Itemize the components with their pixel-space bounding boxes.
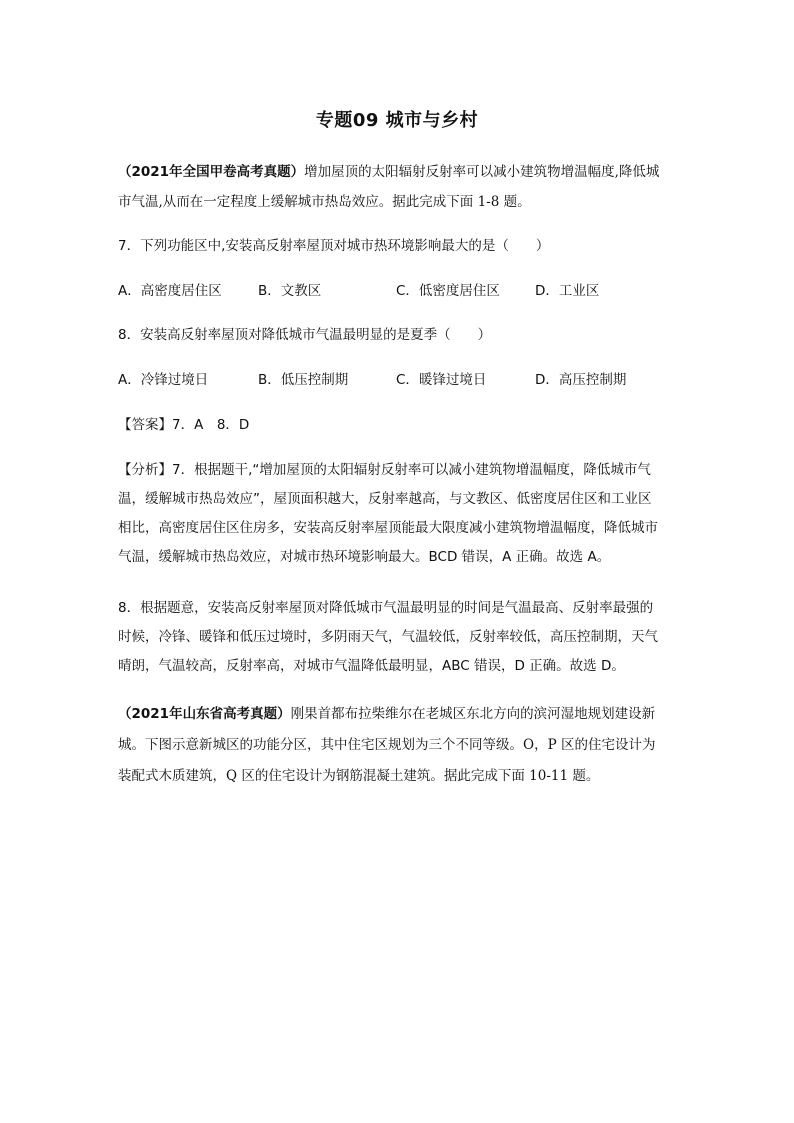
option-c: C．暖锋过境日 (396, 372, 487, 388)
question-stem: 7．下列功能区中,安装高反射率屋顶对城市热环境影响最大的是（ ） (118, 238, 550, 254)
analysis-line: 晴朗，气温较高，反射率高，对城市气温降低最明显，ABC 错误，D 正确。故选 D。 (118, 658, 625, 674)
page-title: 专题09 城市与乡村 (315, 110, 479, 131)
analysis-7 (118, 458, 678, 578)
analysis-8 (118, 596, 678, 686)
source-tag: （2021年山东省高考真题） (118, 706, 291, 722)
intro-paragraph-1 (118, 160, 678, 210)
question-7-options (118, 279, 678, 301)
source-tag: （2021年全国甲卷高考真题） (118, 164, 305, 180)
option-b: B．文教区 (258, 283, 322, 299)
answer-text: 【答案】7．A 8．D (118, 417, 250, 433)
intro-text: 城。下图示意新城区的功能分区，其中住宅区规划为三个不同等级。O，P 区的住宅设计为 (118, 737, 656, 753)
option-d: D．高压控制期 (535, 372, 627, 388)
option-d: D．工业区 (535, 283, 600, 299)
intro-text: 装配式木质建筑，Q 区的住宅设计为钢筋混凝土建筑。据此完成下面 10-11 题。 (118, 768, 600, 784)
intro-paragraph-2 (118, 702, 678, 792)
analysis-line: 8．根据题意，安装高反射率屋顶对降低城市气温最明显的时间是气温最高、反射率最强的 (118, 600, 654, 616)
intro-text: 市气温,从而在一定程度上缓解城市热岛效应。据此完成下面 1-8 题。 (118, 194, 531, 210)
option-c: C．低密度居住区 (396, 283, 500, 299)
analysis-line: 相比，高密度居住区住房多，安装高反射率屋顶能最大限度减小建筑物增温幅度，降低城市 (118, 520, 658, 536)
analysis-line: 气温，缓解城市热岛效应，对城市热环境影响最大。BCD 错误，A 正确。故选 A。 (118, 549, 611, 565)
question-8 (118, 323, 678, 345)
question-8-options (118, 368, 678, 390)
analysis-line: 温，缓解城市热岛效应”，屋顶面积越大，反射率越高，与文教区、低密度居住区和工业区 (118, 491, 652, 507)
analysis-line: 【分析】7．根据题干,“增加屋顶的太阳辐射反射率可以减小建筑物增温幅度，降低城市气 (118, 462, 651, 478)
question-stem: 8．安装高反射率屋顶对降低城市气温最明显的是夏季（ ） (118, 327, 492, 343)
option-a: A．高密度居住区 (118, 283, 222, 299)
option-b: B．低压控制期 (258, 372, 349, 388)
question-7 (118, 234, 678, 256)
option-a: A．冷锋过境日 (118, 372, 209, 388)
analysis-line: 时候，冷锋、暖锋和低压过境时，多阴雨天气，气温较低，反射率较低，高压控制期，天气 (118, 629, 658, 645)
intro-text: 增加屋顶的太阳辐射反射率可以减小建筑物增温幅度,降低城 (304, 164, 660, 180)
intro-text: 刚果首都布拉柴维尔在老城区东北方向的滨河湿地规划建设新 (290, 706, 656, 722)
answer-line (118, 413, 678, 435)
